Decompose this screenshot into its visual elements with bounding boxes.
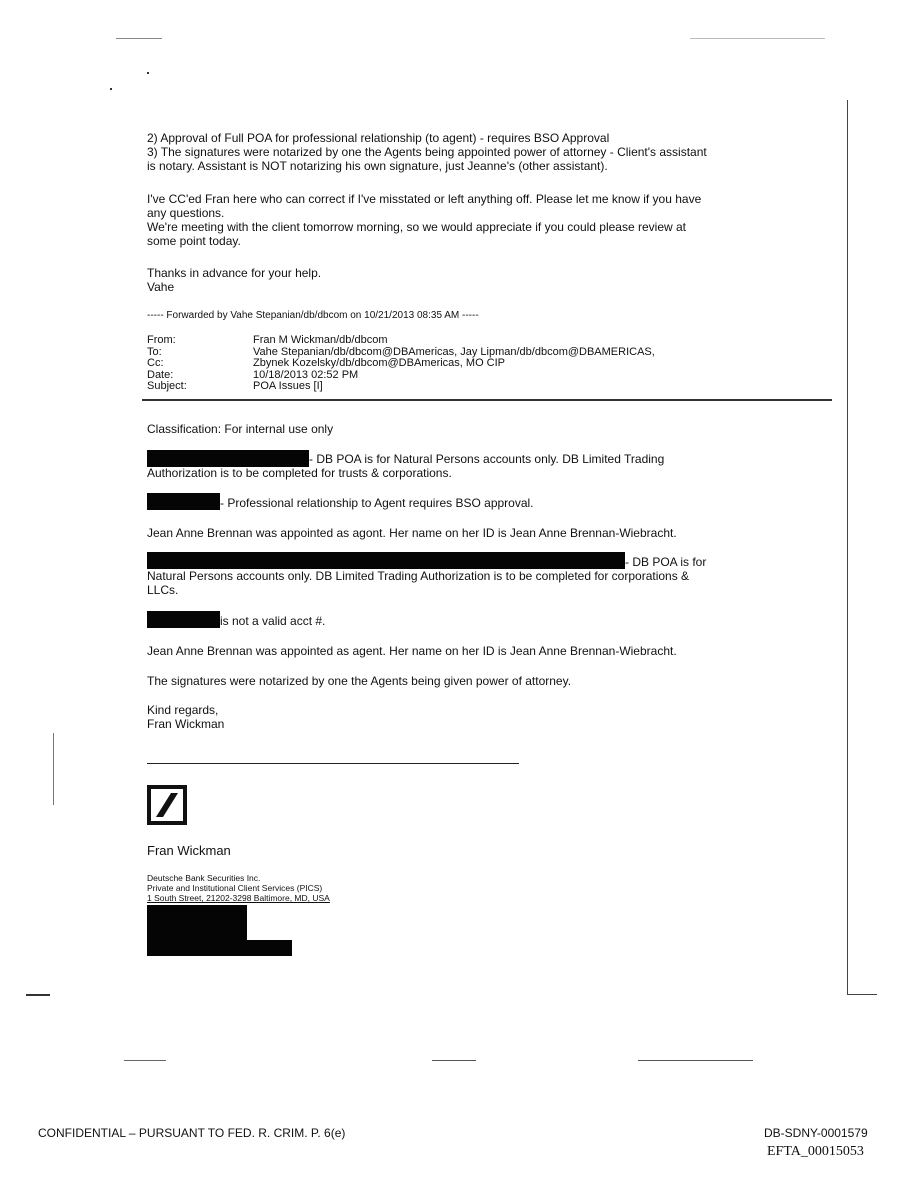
bates-number: DB-SDNY-0001579 <box>764 1126 868 1140</box>
item2: - Professional relationship to Agent requires BSO approval. <box>220 496 534 510</box>
scan-mark <box>847 994 877 995</box>
point-3-line2: is notary. Assistant is NOT notarizing his own signature, just Jeanne's (other assistant). <box>147 159 608 173</box>
sender-name: Vahe <box>147 280 175 294</box>
signature-name: Fran Wickman <box>147 843 231 858</box>
redaction <box>147 905 247 941</box>
cc-value: Zbynek Kozelsky/db/dbcom@DBAmericas, MO CIP <box>253 357 506 369</box>
item5: is not a valid acct #. <box>220 614 326 628</box>
subject-label: Subject: <box>147 380 187 392</box>
item1-line2: Authorization is to be completed for trusts & corporations. <box>147 466 452 480</box>
subject-value: POA Issues [I] <box>253 380 323 392</box>
meet-line2: some point today. <box>147 234 241 248</box>
scan-mark <box>638 1060 753 1061</box>
signature-division: Private and Institutional Client Services (PICS) <box>147 883 323 893</box>
scan-mark <box>110 88 112 90</box>
item4-line1: - DB POA is for <box>625 555 707 569</box>
redaction <box>147 552 625 569</box>
signature-company: Deutsche Bank Securities Inc. <box>147 873 261 883</box>
item3: Jean Anne Brennan was appointed as agont. Her name on her ID is Jean Anne Brennan-Wiebracht. <box>147 526 677 540</box>
item7: The signatures were notarized by one the Agents being given power of attorney. <box>147 674 572 688</box>
scan-mark <box>690 38 825 39</box>
scan-mark <box>147 72 149 74</box>
header-divider <box>142 399 832 401</box>
forwarded-line: ----- Forwarded by Vahe Stepanian/db/dbcom on 10/21/2013 08:35 AM ----- <box>147 310 479 321</box>
item4-line2: Natural Persons accounts only. DB Limited Trading Authorization is to be completed for corporations & <box>147 569 690 583</box>
signature-divider <box>147 763 519 764</box>
to-label: To: <box>147 345 162 358</box>
scan-mark <box>26 994 50 996</box>
redaction <box>147 493 220 510</box>
regards: Kind regards, <box>147 703 219 717</box>
date-label: Date: <box>147 368 174 381</box>
point-2: 2) Approval of Full POA for professional relationship (to agent) - requires BSO Approval <box>147 131 610 145</box>
confidential-notice: CONFIDENTIAL – PURSUANT TO FED. R. CRIM. P. 6(e) <box>38 1126 346 1140</box>
item6: Jean Anne Brennan was appointed as agent. Her name on her ID is Jean Anne Brennan-Wiebracht. <box>147 644 677 658</box>
redaction <box>147 940 292 956</box>
classification: Classification: For internal use only <box>147 422 334 436</box>
from-value: Fran M Wickman/db/dbcom <box>253 334 388 346</box>
scan-mark <box>116 38 162 39</box>
signature-address: 1 South Street, 21202-3298 Baltimore, MD, USA <box>147 893 330 903</box>
item4-line3: LLCs. <box>147 583 179 597</box>
deutsche-bank-logo-icon <box>147 785 187 825</box>
scan-mark <box>124 1060 166 1061</box>
efta-number: EFTA_00015053 <box>767 1144 864 1159</box>
to-value: Vahe Stepanian/db/dbcom@DBAmericas, Jay Lipman/db/dbcom@DBAMERICAS, <box>253 345 655 358</box>
date-value: 10/18/2013 02:52 PM <box>253 368 359 381</box>
item1-line1: - DB POA is for Natural Persons accounts only. DB Limited Trading <box>309 452 665 466</box>
cc-label: Cc: <box>147 357 164 369</box>
cc-line2: any questions. <box>147 206 225 220</box>
thanks-line: Thanks in advance for your help. <box>147 266 322 280</box>
scan-mark <box>432 1060 476 1061</box>
point-3-line1: 3) The signatures were notarized by one the Agents being appointed power of attorney - Client's assistant <box>147 145 707 159</box>
from-label: From: <box>147 334 176 346</box>
scan-mark <box>53 733 54 805</box>
redaction <box>147 450 309 467</box>
regards-name: Fran Wickman <box>147 717 225 731</box>
redaction <box>147 611 220 628</box>
email-header <box>147 335 655 393</box>
meet-line1: We're meeting with the client tomorrow morning, so we would appreciate if you could please review at <box>147 220 686 234</box>
scan-mark <box>847 100 848 995</box>
cc-line1: I've CC'ed Fran here who can correct if I've misstated or left anything off. Please let me know if you have <box>147 192 702 206</box>
